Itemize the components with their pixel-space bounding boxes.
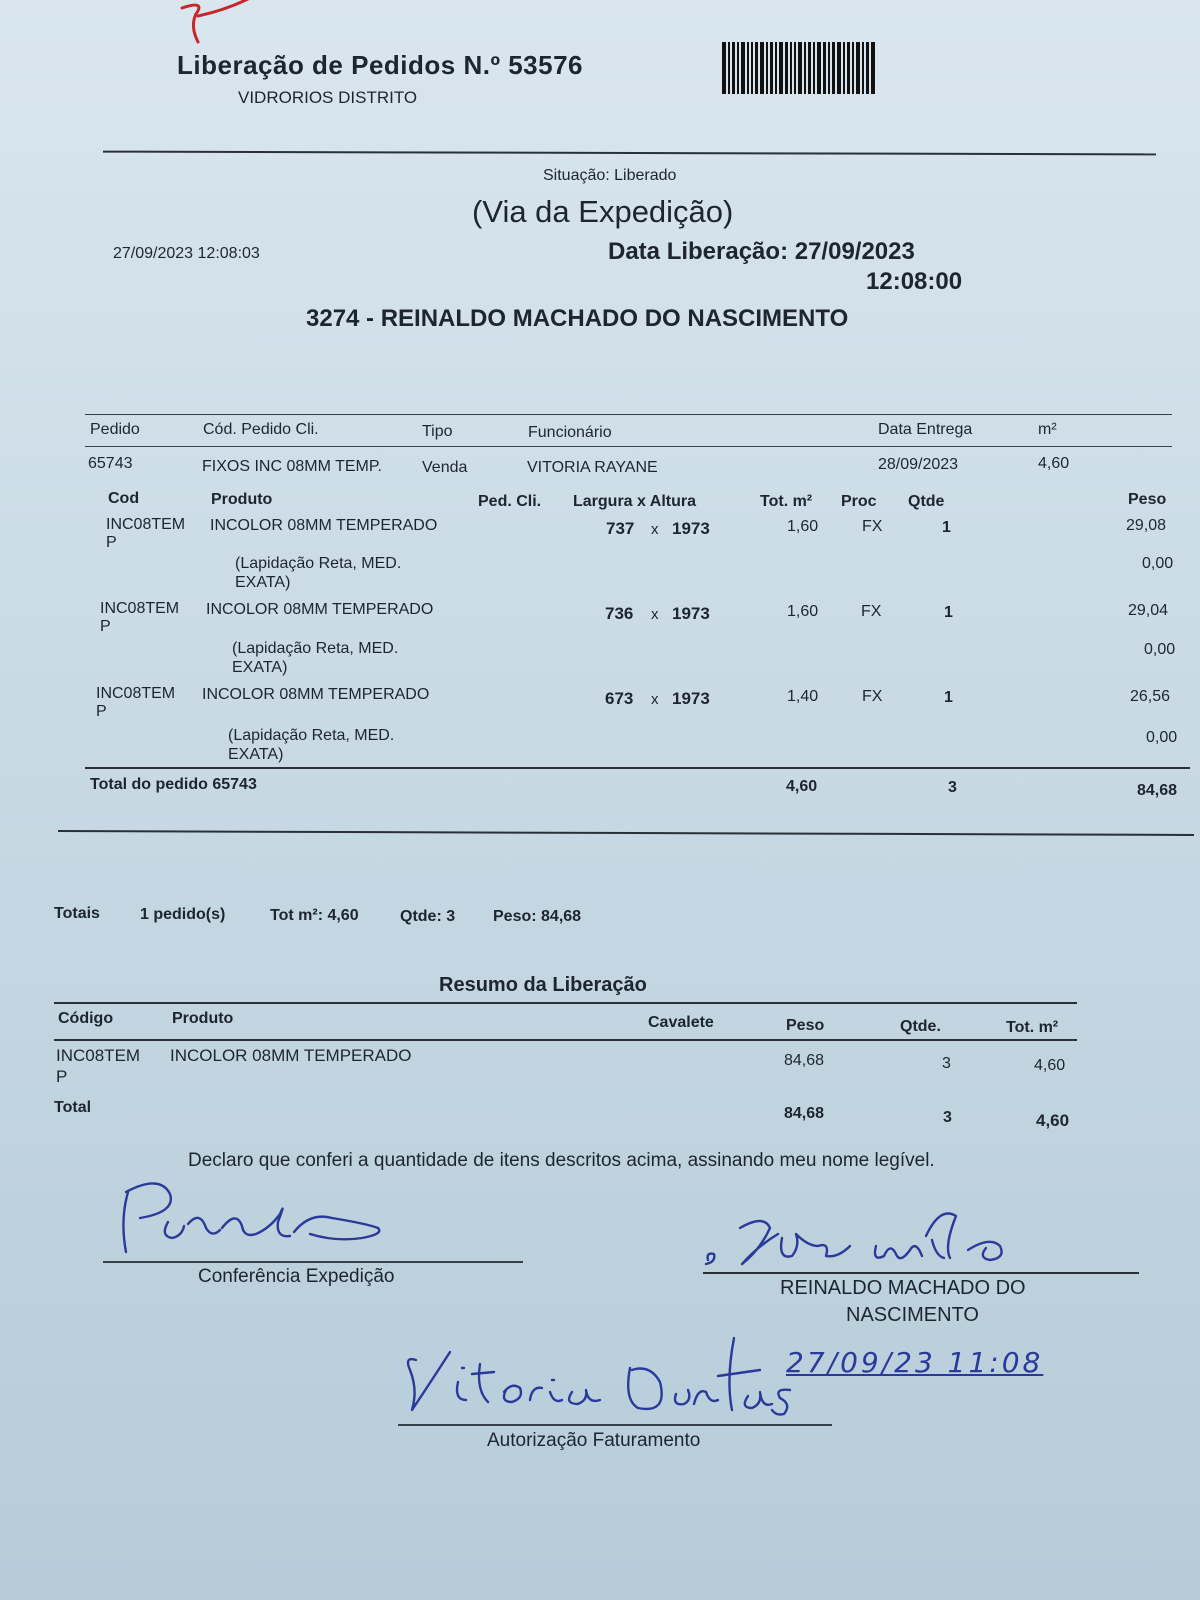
col-largura-altura: Largura x Altura [573, 493, 696, 510]
status-text: Situação: Liberado [543, 167, 677, 184]
red-check-mark [176, 0, 256, 45]
barcode [722, 42, 908, 94]
totals-pedidos: 1 pedido(s) [140, 906, 226, 923]
summary-col-produto: Produto [172, 1010, 234, 1027]
item-desc: (Lapidação Reta, MED. [228, 727, 395, 744]
order-table-top-line [85, 414, 1172, 415]
item-tot-m2: 1,60 [787, 518, 819, 535]
order-data-entrega: 28/09/2023 [878, 456, 959, 473]
item-tot-m2: 1,40 [787, 688, 819, 705]
item-desc-cont: EXATA) [235, 574, 291, 591]
summary-col-tot-m2: Tot. m² [1006, 1019, 1059, 1036]
client-name-line2: NASCIMENTO [846, 1304, 979, 1326]
item-x: x [651, 521, 659, 538]
order-cod-pedido-cli: FIXOS INC 08MM TEMP. [202, 458, 382, 475]
release-time: 12:08:00 [866, 268, 963, 295]
col-proc: Proc [841, 493, 877, 510]
client-name-line1: REINALDO MACHADO DO [780, 1277, 1026, 1299]
item-qtde: 1 [942, 519, 951, 536]
item-cod-suffix: P [96, 703, 107, 720]
totals-label: Totais [54, 905, 100, 922]
item-peso: 26,56 [1130, 688, 1171, 705]
summary-total-label: Total [54, 1099, 92, 1116]
item-largura: 737 [606, 519, 635, 538]
summary-col-cavalete: Cavalete [648, 1014, 714, 1031]
printed-timestamp: 27/09/2023 12:08:03 [113, 245, 260, 262]
item-desc-peso: 0,00 [1142, 555, 1174, 572]
client-signature-line [703, 1272, 1139, 1274]
document-title: Liberação de Pedidos N.º 53576 [177, 50, 583, 80]
order-funcionario: VITORIA RAYANE [527, 459, 658, 476]
header-divider [103, 151, 1156, 156]
order-total-line [85, 767, 1190, 769]
item-proc: FX [862, 518, 883, 535]
summary-top-line [54, 1002, 1077, 1004]
summary-col-qtde: Qtde. [900, 1018, 941, 1035]
col-funcionario: Funcionário [528, 424, 612, 441]
item-altura: 1973 [672, 604, 710, 623]
item-qtde: 1 [944, 604, 953, 621]
item-desc-peso: 0,00 [1146, 729, 1178, 746]
item-cod: INC08TEM [106, 516, 186, 533]
item-x: x [651, 606, 659, 623]
col-ped-cli: Ped. Cli. [478, 493, 542, 510]
item-altura: 1973 [672, 689, 710, 708]
summary-row-codigo-suffix: P [56, 1067, 68, 1086]
totals-m2: Tot m²: 4,60 [270, 907, 359, 924]
item-peso: 29,08 [1126, 517, 1167, 534]
summary-header-line [54, 1039, 1077, 1041]
via-title: (Via da Expedição) [472, 194, 734, 229]
item-x: x [651, 691, 659, 708]
item-cod-suffix: P [100, 618, 111, 635]
autorizacao-signature [392, 1330, 842, 1422]
handwritten-date: 27/09/23 11:08 [786, 1346, 1044, 1379]
item-desc: (Lapidação Reta, MED. [232, 640, 399, 657]
order-m2: 4,60 [1038, 455, 1070, 472]
item-proc: FX [861, 603, 882, 620]
order-total-peso: 84,68 [1137, 782, 1178, 799]
order-total-m2: 4,60 [786, 778, 818, 795]
item-largura: 673 [605, 689, 634, 708]
order-total-label: Total do pedido 65743 [90, 776, 257, 793]
order-total-qtde: 3 [948, 779, 957, 796]
summary-row-produto: INCOLOR 08MM TEMPERADO [170, 1046, 412, 1065]
declaration-text: Declaro que conferi a quantidade de itens descritos acima, assinando meu nome legível. [188, 1150, 935, 1171]
item-cod: INC08TEM [96, 685, 176, 702]
summary-row-qtde: 3 [942, 1055, 951, 1072]
col-tot-m2: Tot. m² [760, 493, 813, 510]
summary-col-codigo: Código [58, 1010, 114, 1027]
item-cod: INC08TEM [100, 600, 180, 617]
item-cod-suffix: P [106, 534, 117, 551]
col-tipo: Tipo [422, 423, 453, 440]
col-cod-pedido-cli: Cód. Pedido Cli. [203, 421, 319, 438]
summary-row-peso: 84,68 [784, 1052, 825, 1069]
item-peso: 29,04 [1128, 602, 1169, 619]
col-produto: Produto [211, 491, 273, 508]
summary-total-peso: 84,68 [784, 1105, 825, 1122]
col-pedido: Pedido [90, 421, 140, 438]
item-qtde: 1 [944, 689, 953, 706]
totals-qtde: Qtde: 3 [400, 908, 456, 925]
summary-total-tot-m2: 4,60 [1036, 1111, 1070, 1130]
order-pedido: 65743 [88, 455, 133, 472]
col-qtde: Qtde [908, 493, 945, 510]
item-largura: 736 [605, 604, 634, 623]
item-proc: FX [862, 688, 883, 705]
company-name: VIDRORIOS DISTRITO [238, 88, 418, 107]
summary-total-qtde: 3 [943, 1109, 952, 1126]
summary-row-tot-m2: 4,60 [1034, 1057, 1066, 1074]
autorizacao-label: Autorização Faturamento [487, 1430, 701, 1451]
autorizacao-signature-line [398, 1424, 832, 1426]
item-desc-cont: EXATA) [232, 659, 288, 676]
item-tot-m2: 1,60 [787, 603, 819, 620]
totals-peso: Peso: 84,68 [493, 908, 582, 925]
item-altura: 1973 [672, 519, 710, 538]
order-section-bottom-line [58, 830, 1194, 836]
conferencia-signature [110, 1180, 410, 1260]
item-produto: INCOLOR 08MM TEMPERADO [210, 517, 438, 534]
client-signature [700, 1206, 1060, 1276]
summary-title: Resumo da Liberação [439, 974, 647, 996]
col-m2: m² [1038, 421, 1057, 438]
item-desc: (Lapidação Reta, MED. [235, 555, 402, 572]
col-cod: Cod [108, 490, 140, 507]
release-date: Data Liberação: 27/09/2023 [608, 238, 915, 265]
order-header-line [85, 446, 1172, 447]
conferencia-signature-line [103, 1261, 523, 1263]
item-desc-cont: EXATA) [228, 746, 284, 763]
conferencia-label: Conferência Expedição [198, 1266, 395, 1287]
col-peso: Peso [1128, 491, 1167, 508]
client-name: 3274 - REINALDO MACHADO DO NASCIMENTO [306, 305, 849, 332]
summary-row-codigo: INC08TEM [56, 1046, 141, 1065]
item-produto: INCOLOR 08MM TEMPERADO [206, 601, 434, 618]
order-tipo: Venda [422, 459, 468, 476]
item-desc-peso: 0,00 [1144, 641, 1176, 658]
summary-col-peso: Peso [786, 1017, 825, 1034]
col-data-entrega: Data Entrega [878, 421, 973, 438]
item-produto: INCOLOR 08MM TEMPERADO [202, 686, 430, 703]
